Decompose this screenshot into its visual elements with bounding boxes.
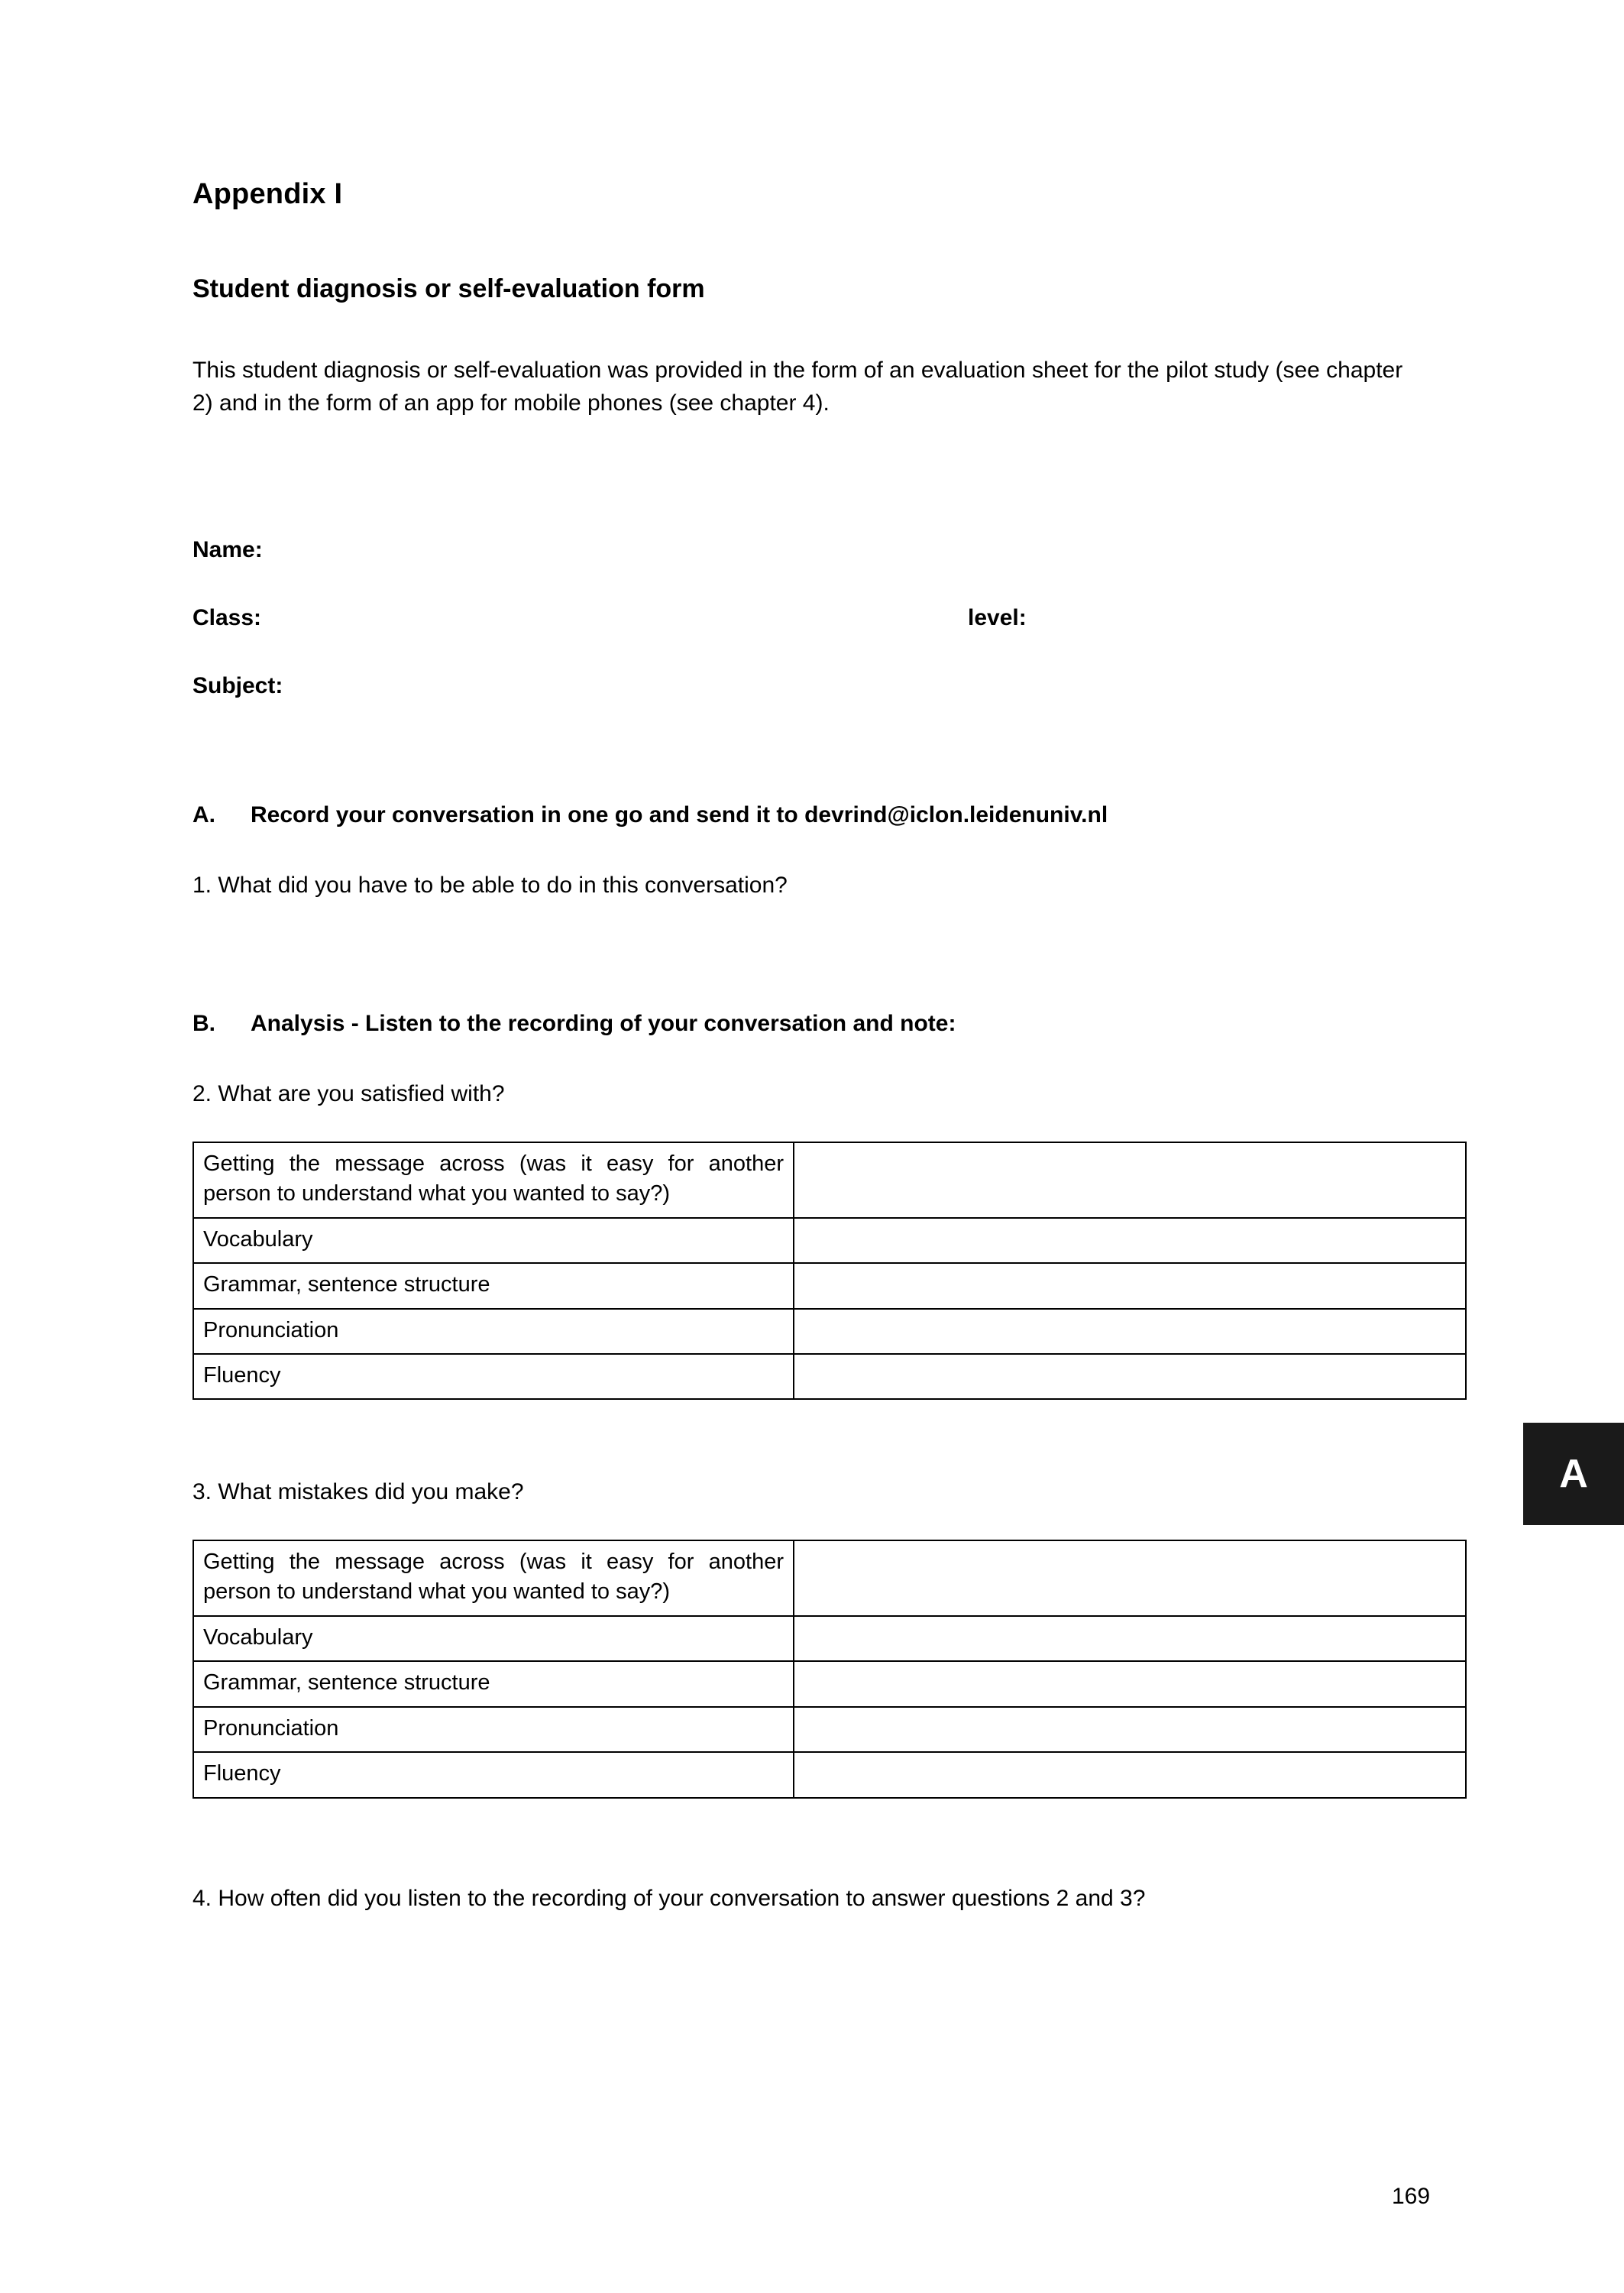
question-2: 2. What are you satisfied with? [192,1081,505,1107]
field-name [192,535,1432,565]
field-subject-label: Subject: [192,672,283,698]
criterion-answer-field[interactable] [794,1707,1466,1752]
criterion-label: Vocabulary [193,1218,794,1263]
table-row [193,1707,1466,1752]
section-a-marker: A. [192,802,215,827]
appendix-tab-marker: A [1523,1423,1624,1525]
appendix-title: Appendix I [192,178,343,210]
criterion-answer-field[interactable] [794,1263,1466,1308]
criterion-label: Fluency [193,1752,794,1797]
question-4: 4. How often did you listen to the recording of your conversation to answer questions 2 and 3? [192,1885,1146,1911]
field-name-label: Name: [192,536,263,562]
criterion-answer-field[interactable] [794,1218,1466,1263]
evaluation-table-satisfied [192,1142,1467,1401]
criterion-answer-field[interactable] [794,1354,1466,1399]
table-row [193,1309,1466,1354]
table-row [193,1218,1466,1263]
table-row [193,1661,1466,1706]
criterion-answer-field[interactable] [794,1752,1466,1797]
criterion-label: Pronunciation [193,1707,794,1752]
criterion-answer-field[interactable] [794,1309,1466,1354]
form-title: Student diagnosis or self-evaluation form [192,274,705,303]
page-number: 169 [1392,2184,1431,2209]
criterion-label: Pronunciation [193,1309,794,1354]
question-1: 1. What did you have to be able to do in this conversation? [192,872,788,898]
intro-paragraph: This student diagnosis or self-evaluation was provided in the form of an evaluation sheet for the pilot study (see chapter 2) and in the form of an app for mobile phones (see chapter 4). [192,358,1403,416]
question-3: 3. What mistakes did you make? [192,1479,524,1505]
section-a-text: Record your conversation in one go and send it to devrind@iclon.leidenuniv.nl [251,802,1108,827]
table-row [193,1142,1466,1218]
field-level-label: level: [968,604,1027,630]
table-row [193,1540,1466,1616]
criterion-label: Getting the message across (was it easy for another person to understand what you wanted to say?) [193,1540,794,1616]
criterion-label: Fluency [193,1354,794,1399]
evaluation-table-mistakes [192,1540,1467,1799]
criterion-label: Grammar, sentence structure [193,1661,794,1706]
table-row [193,1752,1466,1797]
field-class [192,603,1432,633]
section-b-marker: B. [192,1011,215,1037]
section-a-heading [192,800,1432,830]
criterion-label: Grammar, sentence structure [193,1263,794,1308]
section-b-text: Analysis - Listen to the recording of your conversation and note: [251,1011,956,1037]
field-class-label: Class: [192,604,262,630]
criterion-label: Getting the message across (was it easy for another person to understand what you wanted to say?) [193,1142,794,1218]
table-row [193,1263,1466,1308]
criterion-answer-field[interactable] [794,1540,1466,1616]
criterion-answer-field[interactable] [794,1661,1466,1706]
page-content [192,177,1432,1915]
criterion-answer-field[interactable] [794,1142,1466,1218]
section-b-heading [192,1009,1432,1038]
table-row [193,1354,1466,1399]
criterion-label: Vocabulary [193,1616,794,1661]
criterion-answer-field[interactable] [794,1616,1466,1661]
table-row [193,1616,1466,1661]
field-subject [192,671,1432,701]
